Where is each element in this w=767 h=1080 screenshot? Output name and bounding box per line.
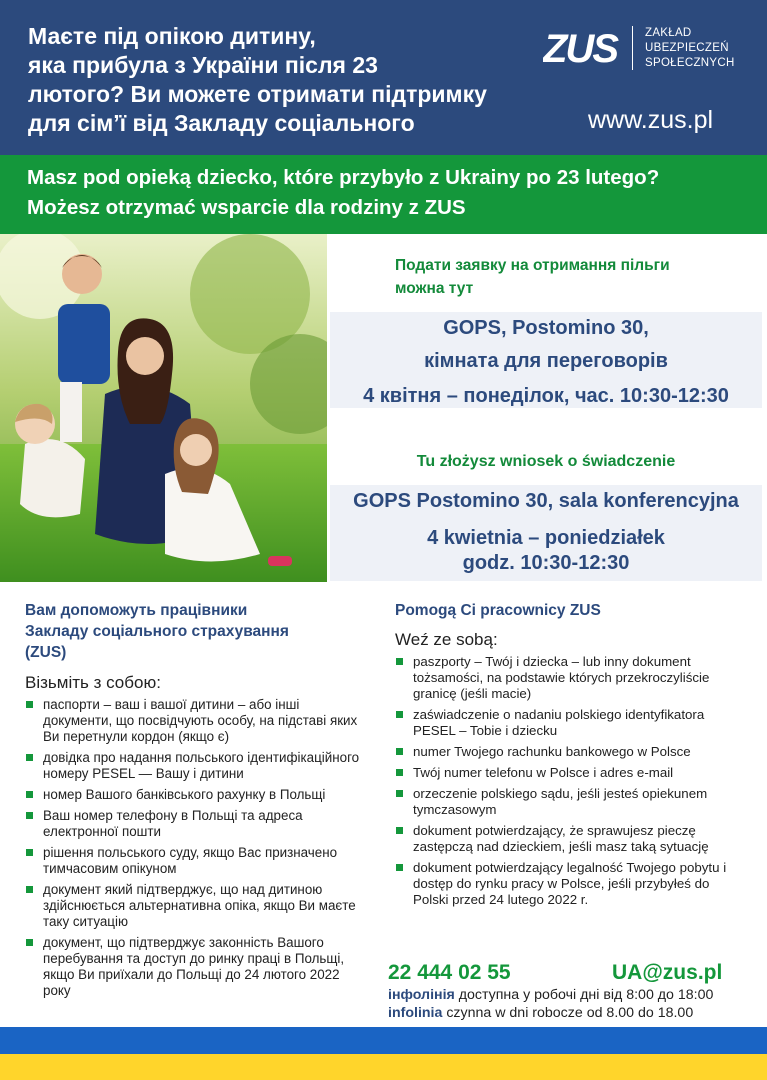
list-item (395, 654, 735, 702)
flag-stripe-yellow (0, 1054, 767, 1080)
square-bullet-icon (26, 939, 33, 946)
hotline-pl-label: infolinia (388, 1005, 443, 1021)
square-bullet-icon (396, 864, 403, 871)
ua-documents-column (25, 600, 360, 1004)
list-item-text: документ, що підтверджує законність Вашого перебування та доступ до ринку праці в Польщі, якщо Ви приїхали до Польщі до 24 лютого 2022 року (43, 935, 345, 998)
header-title-line: лютого? Ви можете отримати підтримку (28, 81, 487, 107)
logo-line: ZAKŁAD (645, 27, 692, 39)
list-item-text: документ який підтверджує, що над дитиною здійснюється альтернативна опіка, якщо Ви маєте таку ситуацію (43, 882, 356, 929)
square-bullet-icon (396, 769, 403, 776)
header-title-line: для сім’ї від Закладу соціального (28, 110, 415, 136)
header-title (28, 22, 548, 138)
ua-apply-line: Подати заявку на отримання пільги (395, 257, 670, 274)
green-band-line: Masz pod opieką dziecko, które przybyło z Ukrainy po 23 lutego? (27, 166, 660, 189)
ua-date: 4 квітня – понеділок, час. 10:30-12:30 (363, 385, 729, 407)
hotline-ua-label: інфолінія (388, 987, 455, 1003)
list-item-text: zaświadczenie o nadaniu polskiego identyfikatora PESEL – Tobie i dziecku (413, 707, 705, 738)
square-bullet-icon (396, 711, 403, 718)
list-item-text: паспорти – ваш і вашої дитини – або інші документи, що посвідчують особу, на підставі яких Ви перетнули кордон (якщо є) (43, 697, 358, 744)
green-band-line: Możesz otrzymać wsparcie dla rodziny z ZUS (27, 196, 466, 219)
pl-documents-list (395, 654, 735, 908)
square-bullet-icon (396, 748, 403, 755)
zus-logo-mark-text: ZUS (543, 27, 617, 70)
pl-column-heading: Pomogą Ci pracownicy ZUS (395, 602, 601, 619)
ua-column-heading (25, 600, 360, 663)
ua-place-line: GOPS, Postomino 30, (443, 317, 649, 339)
hotline-pl (388, 1005, 758, 1021)
header-title-line: яка прибула з України після 23 (28, 52, 378, 78)
list-item (25, 808, 360, 840)
square-bullet-icon (26, 791, 33, 798)
square-bullet-icon (26, 849, 33, 856)
list-item-text: довідка про надання польського ідентифікаційного номеру PESEL — Вашу і дитини (43, 750, 360, 781)
ua-apply-line: можна тут (395, 280, 474, 297)
ua-heading-line: Закладу соціального страхування (25, 623, 289, 640)
list-item (25, 697, 360, 745)
pl-date-line: 4 kwietnia – poniedziałek (427, 527, 665, 549)
list-item (25, 787, 360, 803)
logo-line: UBEZPIECZEŃ (645, 42, 729, 54)
hotline-ua (388, 987, 758, 1003)
family-photo (0, 234, 327, 582)
list-item (395, 823, 735, 855)
square-bullet-icon (396, 790, 403, 797)
list-item (395, 744, 735, 760)
list-item (25, 845, 360, 877)
list-item-text: paszporty – Twój i dziecka – lub inny dokument tożsamości, na podstawie których przekroczyliście granicę (jeśli macie) (413, 654, 710, 701)
list-item-text: numer Twojego rachunku bankowego w Polsce (413, 744, 691, 759)
pl-place: GOPS Postomino 30, sala konferencyjna (353, 490, 739, 512)
square-bullet-icon (26, 701, 33, 708)
pl-documents-column (395, 600, 735, 913)
logo-divider (632, 26, 633, 70)
website-link[interactable]: www.zus.pl (588, 106, 714, 134)
list-item-text: dokument potwierdzający legalność Twojego pobytu i dostęp do rynku pracy w Polsce, jeśli przybyłeś do Polski przed 24 lutego 2022 r. (413, 860, 727, 907)
square-bullet-icon (396, 658, 403, 665)
list-item-text: номер Вашого банківського рахунку в Польщі (43, 787, 326, 802)
square-bullet-icon (26, 886, 33, 893)
list-item (395, 860, 735, 908)
pl-take-label: Weź ze sobą: (395, 630, 498, 649)
list-item-text: orzeczenie polskiego sądu, jeśli jesteś opiekunem tymczasowym (413, 786, 708, 817)
phone-number[interactable]: 22 444 02 55 (388, 961, 511, 984)
email-link[interactable]: UA@zus.pl (612, 961, 723, 984)
logo-wordmark (645, 26, 735, 71)
list-item-text: Ваш номер телефону в Польщі та адреса електронної пошти (43, 808, 303, 839)
list-item-text: dokument potwierdzający, że sprawujesz pieczę zastępczą nad dzieckiem, jeśli masz taką sytuację (413, 823, 709, 854)
list-item-text: Twój numer telefonu w Polsce i adres e-mail (413, 765, 674, 780)
list-item-text: рішення польського суду, якщо Вас призначено тимчасовим опікуном (43, 845, 338, 876)
square-bullet-icon (26, 812, 33, 819)
list-item (395, 786, 735, 818)
hotline-ua-text: доступна у робочі дні від 8:00 до 18:00 (454, 987, 714, 1003)
list-item (395, 707, 735, 739)
square-bullet-icon (396, 827, 403, 834)
logo-line: SPOŁECZNYCH (645, 57, 735, 69)
zus-logo-mark (543, 24, 621, 70)
ua-apply-heading (395, 254, 755, 300)
ua-heading-line: (ZUS) (25, 644, 67, 661)
square-bullet-icon (26, 754, 33, 761)
list-item (25, 882, 360, 930)
zus-logo (543, 24, 753, 74)
header-title-line: Маєте під опікою дитину, (28, 23, 316, 49)
pl-date-line: godz. 10:30-12:30 (462, 552, 630, 574)
ua-place-line: кімната для переговорів (424, 350, 668, 372)
list-item (25, 750, 360, 782)
pl-apply-heading: Tu złożysz wniosek o świadczenie (416, 453, 676, 470)
ua-heading-line: Вам допоможуть працівники (25, 602, 248, 619)
flag-stripe-blue (0, 1027, 767, 1054)
list-item (395, 765, 735, 781)
hotline-pl-text: czynna w dni robocze od 8.00 do 18.00 (442, 1005, 694, 1021)
list-item (25, 935, 360, 999)
green-band-text (27, 163, 767, 223)
ua-take-label: Візьміть з собою: (25, 673, 161, 692)
ua-documents-list (25, 697, 360, 999)
